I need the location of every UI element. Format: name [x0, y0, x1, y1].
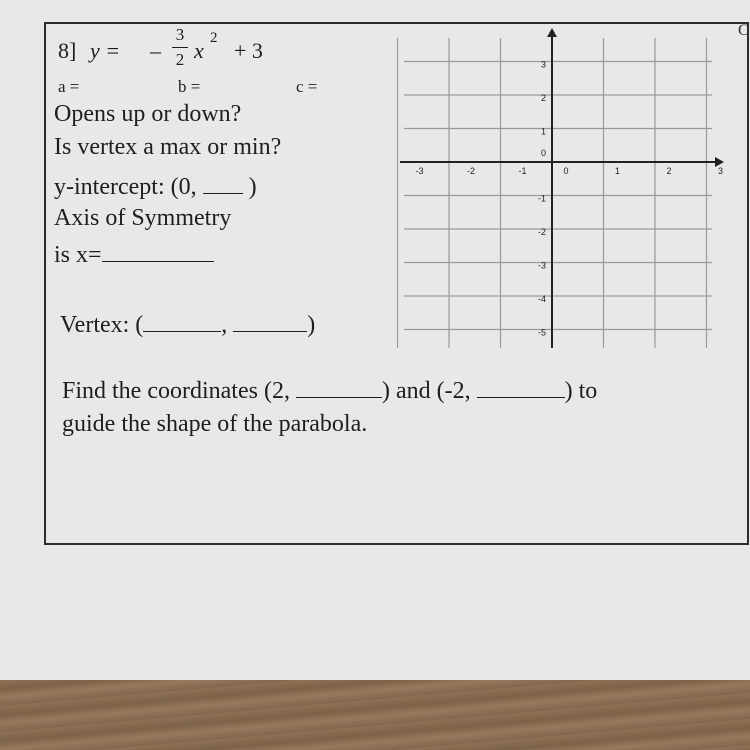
question-y-intercept [54, 174, 257, 201]
axis-prefix: is x= [54, 242, 102, 268]
vertex-y-blank[interactable] [233, 313, 307, 332]
coefficient-b-label: b = [178, 77, 201, 96]
coefficient-a-label: a = [58, 77, 80, 96]
y-tick-label: 0 [540, 148, 546, 158]
edge-letter: C [738, 22, 749, 39]
question-axis-line1: Axis of Symmetry [54, 205, 232, 231]
x-tick-label: 0 [563, 166, 569, 176]
vertex-comma: , [221, 312, 228, 338]
find-coordinates-line1 [62, 378, 597, 405]
fraction-bar [172, 47, 188, 48]
equation-constant: + 3 [234, 38, 263, 63]
vertex-suffix: ) [307, 312, 316, 338]
y-tick-label: -4 [537, 294, 546, 304]
x-tick-label: 2 [666, 166, 672, 176]
coefficient-c-label: c = [296, 77, 318, 96]
y-tick-label: -1 [537, 193, 546, 204]
problem-number: 8] [58, 38, 77, 63]
y-tick-label: -5 [537, 327, 546, 338]
y-tick-label: -3 [537, 260, 546, 271]
question-opens: Opens up or down? [54, 101, 242, 127]
find-part2: ) and (-2, [381, 378, 471, 404]
find-part3: ) to [564, 378, 598, 404]
fraction-denominator: 2 [175, 50, 185, 69]
x-tick-label: -2 [466, 166, 476, 176]
point-neg2-blank[interactable] [477, 379, 565, 398]
y-intercept-blank[interactable] [203, 175, 243, 194]
equation-sign: – [150, 38, 161, 63]
y-tick-label: 1 [540, 126, 546, 137]
question-vertex [60, 312, 315, 339]
question-vertex-type: Is vertex a max or min? [54, 134, 282, 160]
y-tick-label: -2 [537, 227, 546, 237]
vertex-x-blank[interactable] [143, 313, 221, 332]
x-tick-label: -3 [415, 166, 424, 176]
find-part1: Find the coordinates (2, [62, 378, 290, 404]
y-intercept-prefix: y-intercept: (0, [54, 174, 197, 200]
question-axis-line2 [54, 242, 214, 269]
y-tick-label: 3 [540, 59, 546, 70]
x-tick-label: 1 [614, 166, 621, 176]
vertex-prefix: Vertex: ( [60, 312, 144, 338]
x-tick-label: -1 [518, 166, 527, 176]
y-intercept-suffix: ) [248, 174, 257, 200]
find-coordinates-line2: guide the shape of the parabola. [62, 411, 368, 437]
axis-of-symmetry-blank[interactable] [102, 243, 214, 262]
fraction-numerator: 3 [175, 25, 185, 44]
equation-fraction [170, 26, 190, 69]
point-2-blank[interactable] [296, 379, 382, 398]
equation-variable: x [194, 38, 204, 63]
x-tick-label: 3 [717, 166, 724, 176]
equation-lhs: y = [90, 38, 121, 63]
equation-exponent: 2 [210, 30, 218, 46]
wooden-table [0, 680, 750, 750]
y-tick-label: 2 [540, 93, 546, 103]
